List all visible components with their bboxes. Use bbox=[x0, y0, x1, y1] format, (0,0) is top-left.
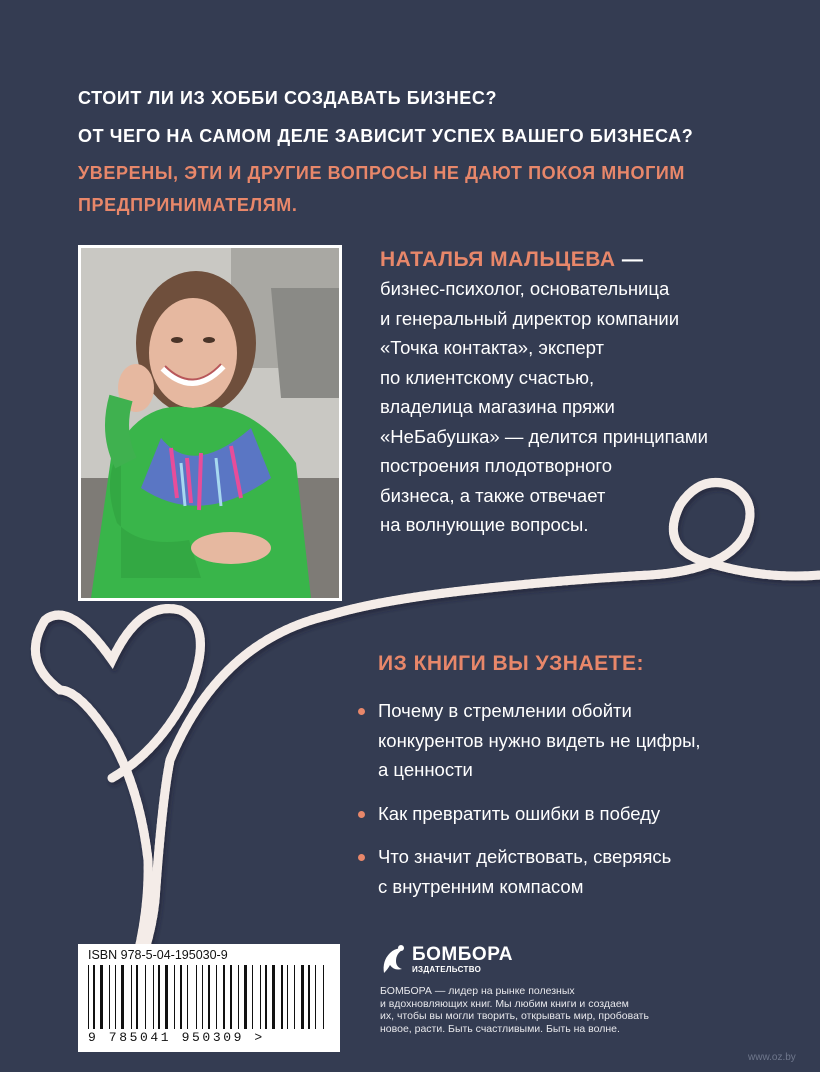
publisher-blurb bbox=[380, 985, 660, 1035]
bio-line: бизнеса, а также отвечает bbox=[380, 484, 606, 506]
bio-line: бизнес-психолог, основательница bbox=[380, 278, 670, 299]
wave-logo-icon bbox=[380, 943, 408, 975]
blurb-line: их, чтобы вы могли творить, открывать мир, пробовать bbox=[380, 1010, 649, 1022]
isbn-text: ISBN 978-5-04-195030-9 bbox=[88, 948, 228, 962]
blurb-line: новое, расти. Быть счастливыми. Быть на волне. bbox=[380, 1022, 620, 1035]
bio-line: «Точка контакта», эксперт bbox=[380, 337, 605, 358]
list-item-line: с внутренним компасом bbox=[378, 875, 584, 897]
bio-line: владелица магазина пряжи bbox=[380, 396, 615, 417]
barcode-bars bbox=[88, 965, 330, 1029]
intro-line-2: ПРЕДПРИНИМАТЕЛЯМ. bbox=[78, 195, 298, 215]
list-item-line: Что значит действовать, сверяясь bbox=[378, 846, 672, 867]
bio-line: по клиентскому счастью, bbox=[380, 366, 595, 388]
bio-line: построения плодотворного bbox=[380, 455, 612, 476]
bio-line: «НеБабушка» — делится принципами bbox=[380, 425, 708, 447]
publisher-logo bbox=[380, 943, 513, 975]
list-item-line: Как превратить ошибки в победу bbox=[378, 802, 661, 824]
list-item-line: а ценности bbox=[378, 759, 473, 780]
question-1: СТОИТ ЛИ ИЗ ХОББИ СОЗДАВАТЬ БИЗНЕС? bbox=[78, 88, 498, 108]
bio-line: на волнующие вопросы. bbox=[380, 514, 589, 535]
author-photo bbox=[78, 245, 342, 601]
intro-line-1: УВЕРЕНЫ, ЭТИ И ДРУГИЕ ВОПРОСЫ НЕ ДАЮТ ПОКОЯ МНОГИМ bbox=[78, 163, 686, 183]
author-portrait-illustration bbox=[81, 248, 339, 598]
publisher-sub: ИЗДАТЕЛЬСТВО bbox=[412, 965, 482, 974]
question-2: ОТ ЧЕГО НА САМОМ ДЕЛЕ ЗАВИСИТ УСПЕХ ВАШЕГО БИЗНЕСА? bbox=[78, 126, 694, 146]
barcode-digits: 9 785041 950309 > bbox=[88, 1030, 265, 1045]
list-item bbox=[358, 842, 778, 901]
author-name: НАТАЛЬЯ МАЛЬЦЕВА bbox=[380, 248, 616, 271]
barcode bbox=[78, 944, 340, 1052]
intro-text bbox=[78, 157, 718, 221]
bullet-dot-icon bbox=[358, 811, 365, 818]
author-bio bbox=[380, 274, 780, 540]
author-name-line bbox=[380, 248, 643, 272]
publisher-name: БОМБОРА bbox=[412, 944, 513, 965]
learn-list bbox=[358, 696, 778, 915]
bullet-dot-icon bbox=[358, 708, 365, 715]
learn-title: ИЗ КНИГИ ВЫ УЗНАЕТЕ: bbox=[378, 652, 644, 675]
bullet-dot-icon bbox=[358, 854, 365, 861]
list-item bbox=[358, 696, 778, 785]
author-dash: — bbox=[615, 248, 644, 271]
bio-line: и генеральный директор компании bbox=[380, 307, 680, 329]
watermark: www.oz.by bbox=[748, 1052, 796, 1063]
blurb-line: и вдохновляющих книг. Мы любим книги и создаем bbox=[380, 997, 629, 1010]
blurb-line: БОМБОРА — лидер на рынке полезных bbox=[380, 985, 575, 997]
list-item-line: конкурентов нужно видеть не цифры, bbox=[378, 729, 701, 751]
list-item-line: Почему в стремлении обойти bbox=[378, 700, 632, 721]
list-item bbox=[358, 799, 778, 829]
